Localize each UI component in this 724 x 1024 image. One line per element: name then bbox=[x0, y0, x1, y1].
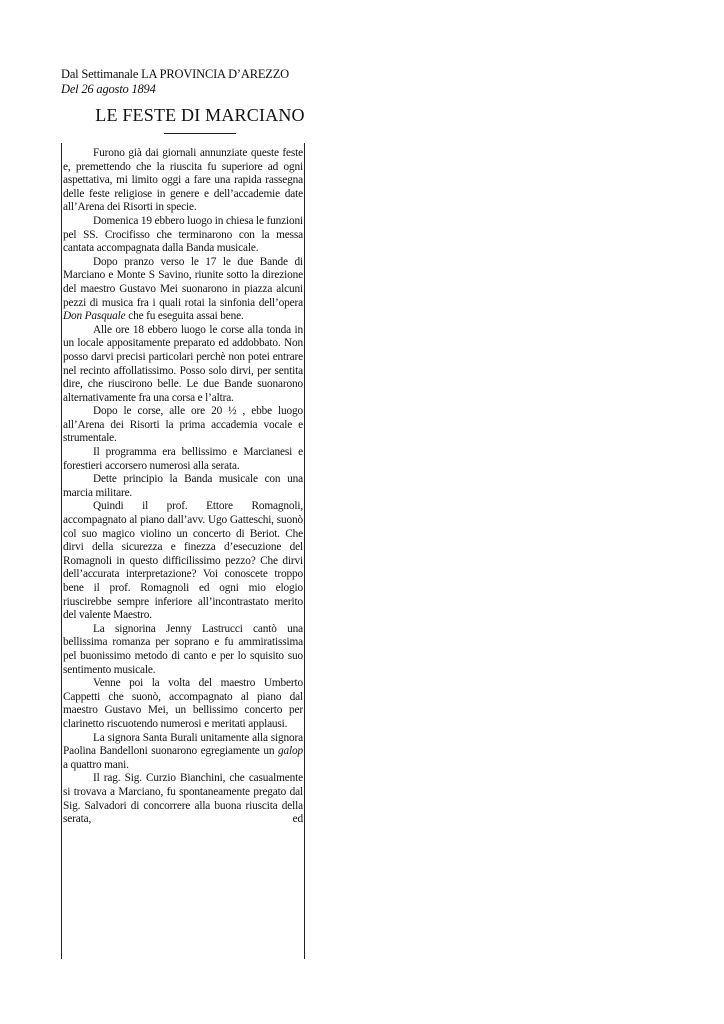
paragraph-text: Dopo pranzo verso le 17 le due Bande di Marciano e Monte S Savino, riunite sotto la direzione del maestro Gustavo Mei suonarono in piazza alcuni pezzi di musica fra i quali rotai la sinfonia dell’opera bbox=[63, 255, 303, 309]
article-column bbox=[61, 143, 305, 959]
paragraph: Domenica 19 ebbero luogo in chiesa le funzioni pel SS. Crocifisso che terminarono con la messa cantata accompagnata dalla Banda musicale. bbox=[63, 214, 303, 255]
source-line: Dal Settimanale LA PROVINCIA D’AREZZO bbox=[61, 67, 289, 81]
paragraph: Dopo le corse, alle ore 20 ½ , ebbe luogo all’Arena dei Risorti la prima accademia vocale e strumentale. bbox=[63, 405, 303, 445]
dance-title: galop bbox=[278, 745, 303, 758]
paragraph bbox=[62, 732, 304, 773]
source-header bbox=[61, 67, 289, 97]
paragraph: Quindi il prof. Ettore Romagnoli, accompagnato al piano dall’avv. Ugo Gatteschi, suonò col suo magico violino un concerto di Beriot. Che dirvi della sicurezza e finezza d’esecuzione del Romagnoli in questo difficilissimo pezzo? Che dirvi dell’accurata interpretazione? Voi conoscete troppo bene il prof. Romagnoli ed ogni mio elogio riuscirebbe sempre inferiore all’incontrastato merito del valente Maestro. bbox=[63, 500, 303, 622]
paragraph: Alle ore 18 ebbero luogo le corse alla tonda in un locale appositamente preparato ed addobbato. Non posso darvi precisi particolari perchè non potei entrare nel recinto affollatissimo. Posso solo dirvi, per sentita dire, che riuscirono belle. Le due Bande suonarono alternativamente fra una corsa e l’altra. bbox=[63, 323, 303, 404]
paragraph: Il programma era bellissimo e Marcianesi e forestieri accorsero numerosi alla serata. bbox=[63, 446, 303, 472]
publication-date: Del 26 agosto 1894 bbox=[61, 82, 156, 96]
paragraph: Dette principio la Banda musicale con una marcia militare. bbox=[63, 473, 303, 499]
paragraph-text: che fu eseguita assai bene. bbox=[125, 310, 244, 323]
paragraph: Furono già dai giornali annunziate queste feste e, premettendo che la riuscita fu superiore ad ogni aspettativa, mi limito oggi a fare una rapida rassegna delle feste religiose in genere e dell’accademie date all’Arena dei Risorti in specie. bbox=[63, 147, 303, 214]
paragraph-text: La signora Santa Burali unitamente alla signora Paolina Bandelloni suonarono egregiamente un bbox=[63, 731, 303, 758]
article-headline: LE FESTE DI MARCIANO bbox=[95, 105, 305, 125]
paragraph: La signorina Jenny Lastrucci cantò una bellissima romanza per soprano e fu ammiratissima pel buonissimo metodo di canto e per lo squisito suo sentimento musicale. bbox=[63, 622, 303, 676]
paragraph: Il rag. Sig. Curzio Bianchini, che casualmente si trovava a Marciano, fu spontaneamente pregato dal Sig. Salvadori di concorrere alla buona riuscita della serata, ed bbox=[63, 772, 303, 826]
paragraph-text: a quattro mani. bbox=[63, 758, 129, 771]
opera-title: Don Pasquale bbox=[63, 310, 126, 323]
paragraph: Venne poi la volta del maestro Umberto Cappetti che suonò, accompagnato al piano dal maestro Gustavo Mei, un bellissimo concerto per clarinetto riscuotendo numerosi e meritati applausi. bbox=[63, 677, 303, 730]
paragraph bbox=[62, 256, 304, 324]
headline-divider bbox=[164, 133, 236, 134]
